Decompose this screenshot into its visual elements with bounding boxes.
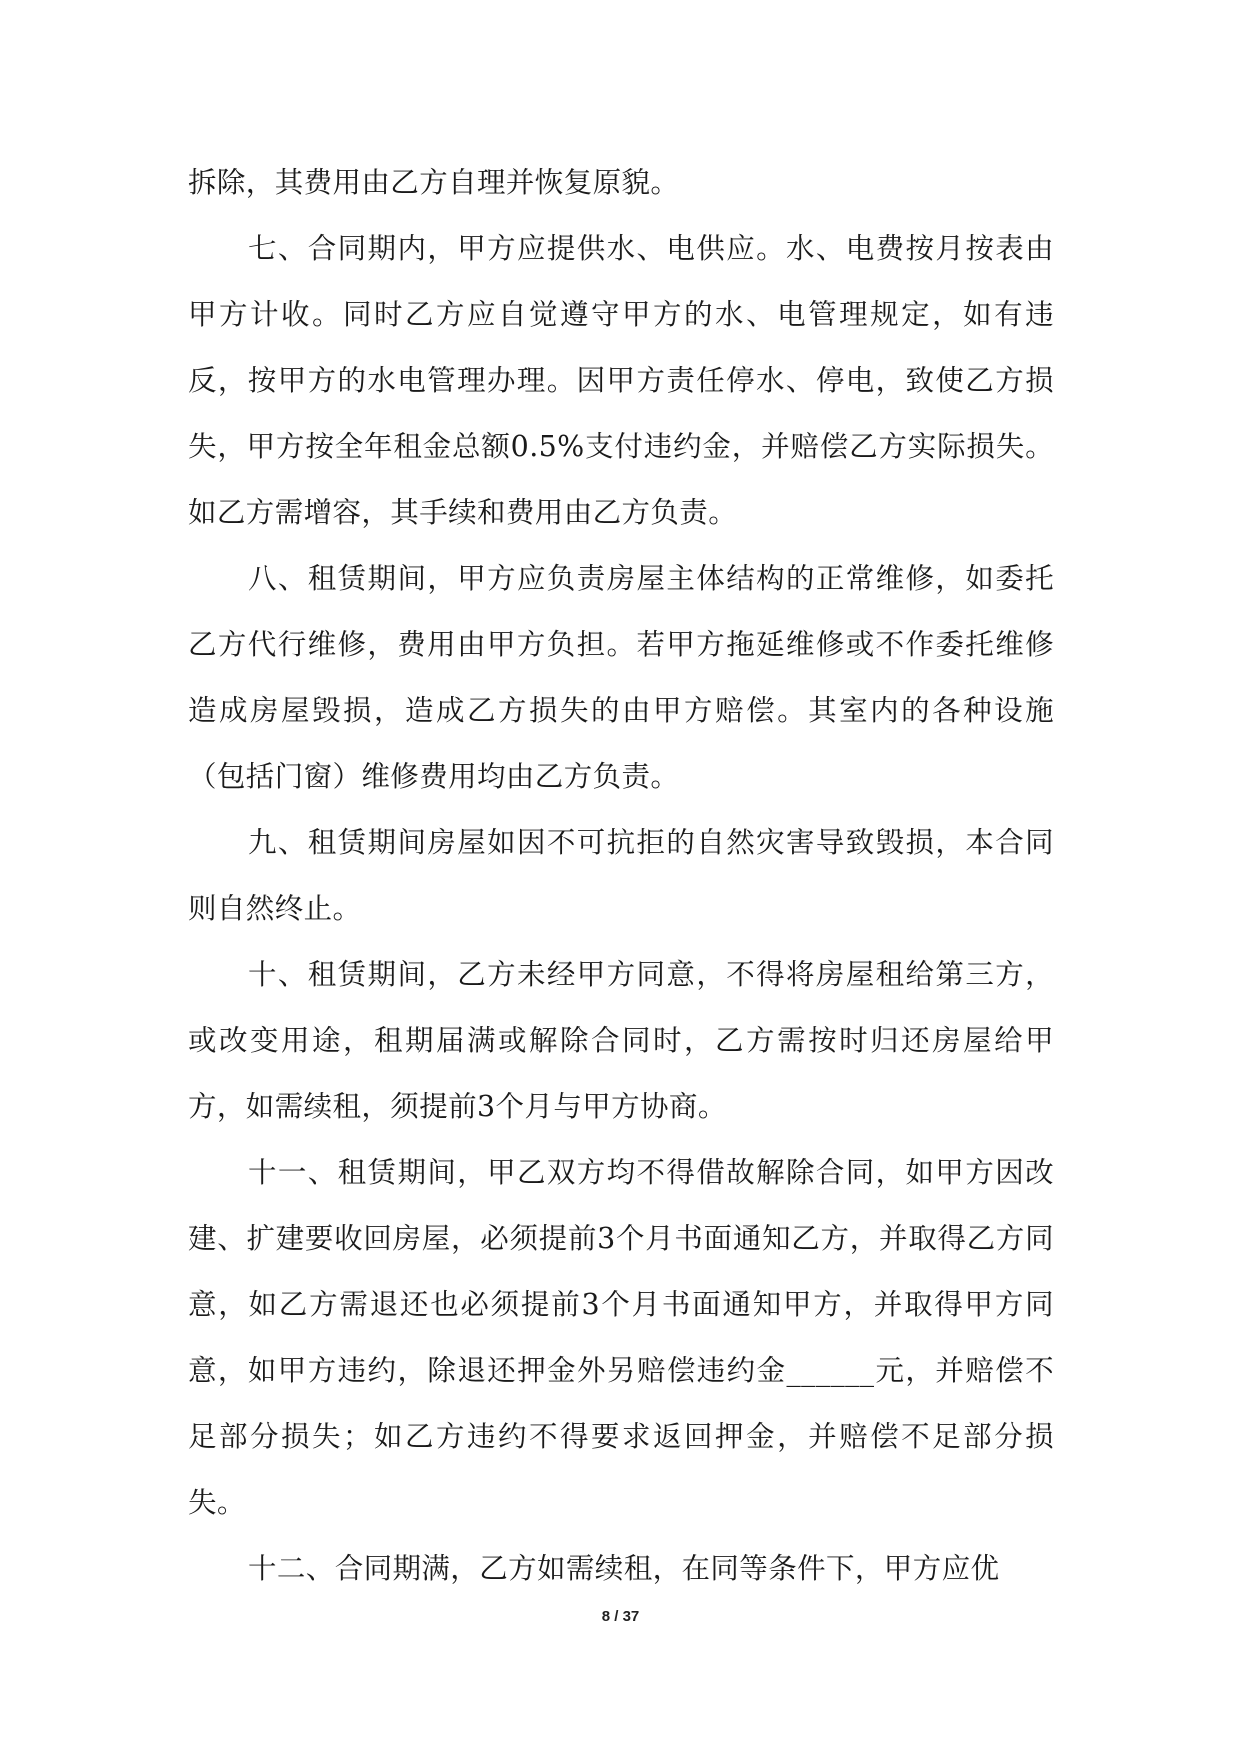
page-number: 8 / 37: [601, 1608, 640, 1625]
paragraph-clause-9: 九、租赁期间房屋如因不可抗拒的自然灾害导致毁损，本合同则自然终止。: [188, 826, 1054, 925]
paragraph-clause-7: 七、合同期内，甲方应提供水、电供应。水、电费按月按表由甲方计收。同时乙方应自觉遵守甲方的水、电管理规定，如有违反，按甲方的水电管理办理。因甲方责任停水、停电，致使乙方损失，甲方按全年租金总额0.5%支付违约金，并赔偿乙方实际损失。如乙方需增容，其手续和费用由乙方负责。: [188, 232, 1054, 529]
paragraph-clause-12: 十二、合同期满，乙方如需续租，在同等条件下，甲方应优: [248, 1552, 1000, 1585]
paragraph-continuation: 拆除，其费用由乙方自理并恢复原貌。: [188, 166, 680, 199]
paragraph-clause-11: 十一、租赁期间，甲乙双方均不得借故解除合同，如甲方因改建、扩建要收回房屋，必须提前3个月书面通知乙方，并取得乙方同意，如乙方需退还也必须提前3个月书面通知甲方，并取得甲方同意，如甲方违约，除退还押金外另赔偿违约金______元，并赔偿不足部分损失；如乙方违约不得要求返回押金，并赔偿不足部分损失。: [188, 1156, 1054, 1519]
paragraph-clause-8: 八、租赁期间，甲方应负责房屋主体结构的正常维修，如委托乙方代行维修，费用由甲方负担。若甲方拖延维修或不作委托维修造成房屋毁损，造成乙方损失的由甲方赔偿。其室内的各种设施（包括门窗）维修费用均由乙方负责。: [188, 562, 1054, 793]
paragraph-clause-10: 十、租赁期间，乙方未经甲方同意，不得将房屋租给第三方，或改变用途，租期届满或解除合同时，乙方需按时归还房屋给甲方，如需续租，须提前3个月与甲方协商。: [188, 958, 1054, 1123]
document-body: [188, 150, 1054, 1602]
